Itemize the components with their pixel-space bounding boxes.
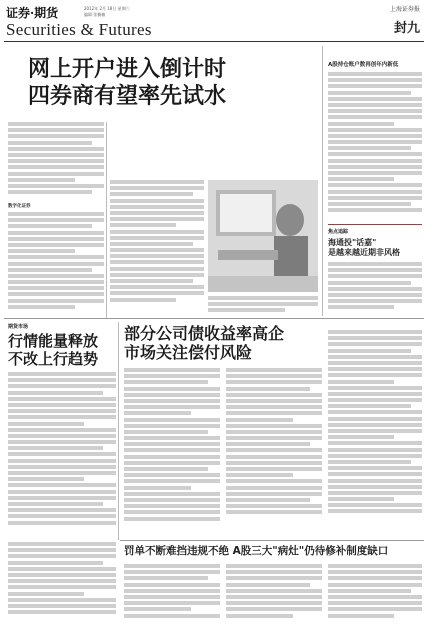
center-body-col2 [226,368,322,538]
lead-body-left [8,212,104,316]
lead-headline-line2: 四券商有望率先试水 [28,84,227,109]
column-divider-mid [118,322,119,540]
box-headline [328,238,422,258]
section-title-en: Securities & Futures [6,20,152,39]
center-headline-line1: 部分公司债收益率高企 [124,324,285,343]
lead-headline [28,56,318,110]
masthead [0,0,428,42]
center-headline [124,324,334,362]
bottom-body-col1 [124,564,220,622]
box-kicker: 焦点追踪 [328,229,349,235]
left-headline [8,332,118,368]
column-divider-right [322,46,323,316]
center-body-col3 [328,330,422,538]
section-rule [4,318,424,319]
center-body-col1 [124,368,220,538]
page-number: 封九 [393,21,420,36]
bottom-body-col2 [226,564,322,622]
newspaper-name: 上海证券报 [389,6,420,13]
box-headline-line2: 是越来越近期非风格 [328,248,400,257]
box-rule [328,224,422,225]
left-mid-body [8,372,116,538]
left-headline-line2: 不改上行趋势 [8,350,99,368]
bottom-rule [120,540,424,541]
bottom-headline: 罚单不断难挡违规不绝 A股三大"病灶"仍待修补制度缺口 [124,545,389,557]
right-top-headline: A股持仓账户数再创年内新低 [328,62,399,68]
bottom-body-col3 [328,564,422,622]
issue-date: 2012年 2月 18日 星期六 [84,6,130,11]
editor-line: 编辑 张楠楠 [84,12,106,17]
column-divider [106,122,107,318]
masthead-rule [4,41,424,42]
left-bottom-body [8,542,116,622]
box-body [328,262,422,316]
issue-meta [84,6,130,18]
left-headline-line1: 行情能量释放 [8,332,99,350]
news-photo [208,180,318,292]
subhead-digital: 数字化证券 [8,204,31,209]
right-top-body [328,72,422,222]
box-headline-line1: 海通投"话嘉" [328,238,377,247]
center-headline-line2: 市场关注偿付风险 [124,343,253,362]
lead-headline-line1: 网上开户进入倒计时 [28,57,227,82]
lead-intro-text [8,122,104,200]
left-kicker: 期货市场 [8,324,29,330]
lead-body-middle [110,180,204,316]
section-title: 证券·期货 [6,6,59,20]
lead-body-under-photo [208,296,318,316]
